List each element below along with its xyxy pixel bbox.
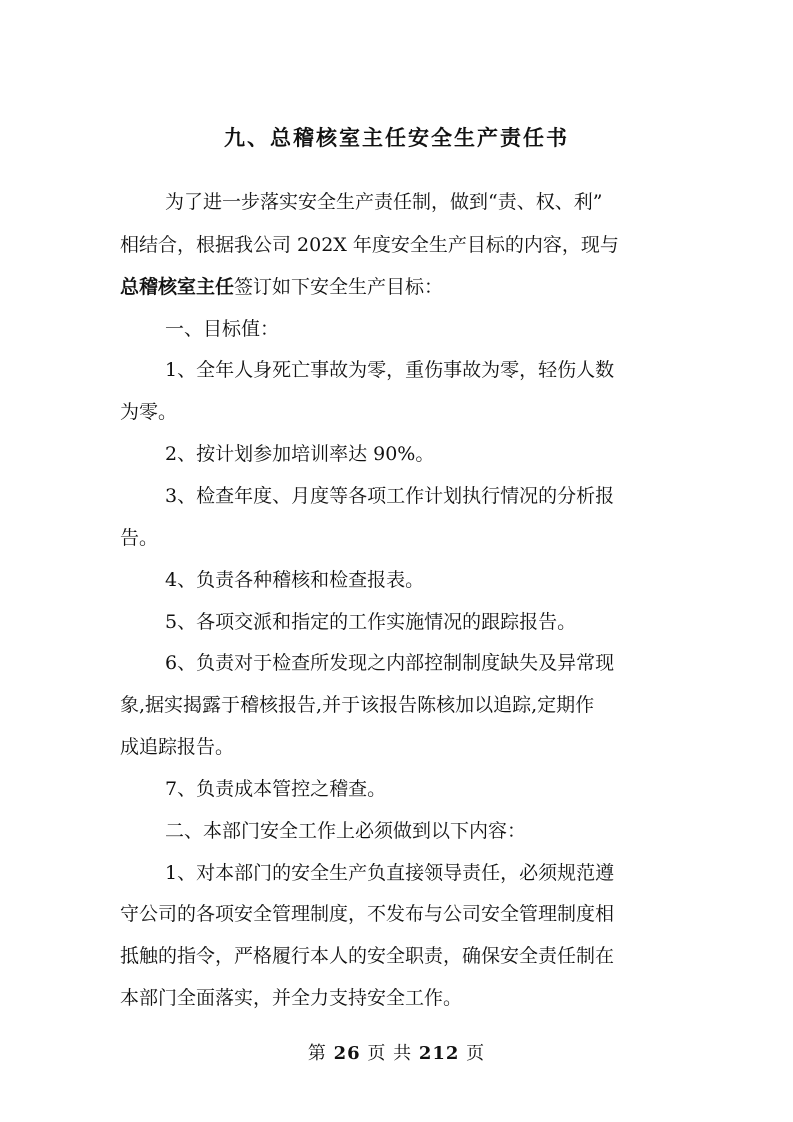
section-1-heading: 一、目标值： [165,318,280,340]
current-page-number: 26 [333,1043,361,1064]
footer-suffix: 页 [466,1043,486,1064]
intro-line-1: 为了进一步落实安全生产责任制，做到“责、权、利” [165,191,603,213]
section-2-item-1-line-4: 本部门全面落实，并全力支持安全工作。 [120,987,463,1009]
page-footer [0,1040,793,1068]
page-title: 九、总稽核室主任安全生产责任书 [224,125,569,150]
total-page-count: 212 [418,1043,460,1064]
item-3-line-2: 告。 [120,527,159,549]
footer-prefix: 第 [307,1043,327,1064]
section-2-item-1-line-3: 抵触的指令，严格履行本人的安全职责，确保安全责任制在 [120,945,615,967]
section-2-item-1-line-1: 1、对本部门的安全生产负直接领导责任，必须规范遵 [165,862,615,884]
intro-line-3 [120,272,443,302]
item-6-line-1: 6、负责对于检查所发现之内部控制制度缺失及异常现 [165,652,615,674]
item-7: 7、负责成本管控之稽查。 [165,778,387,800]
section-2-heading: 二、本部门安全工作上必须做到以下内容： [165,820,527,842]
intro-line-2: 相结合，根据我公司 202X 年度安全生产目标的内容，现与 [120,234,619,256]
footer-middle: 页 共 [367,1043,413,1064]
recipient-title: 总稽核室主任 [120,276,235,298]
item-6-line-3: 成追踪报告。 [120,736,235,758]
section-2-item-1-line-2: 守公司的各项安全管理制度，不发布与公司安全管理制度相 [120,903,615,925]
item-3-line-1: 3、检查年度、月度等各项工作计划执行情况的分析报 [165,485,615,507]
item-4: 4、负责各种稽核和检查报表。 [165,569,425,591]
intro-line-3-rest: 签订如下安全生产目标： [234,276,444,298]
item-1-line-1: 1、全年人身死亡事故为零，重伤事故为零，轻伤人数 [165,359,615,381]
item-2: 2、按计划参加培训率达 90%。 [165,443,435,465]
item-5: 5、各项交派和指定的工作实施情况的跟踪报告。 [165,611,577,633]
item-1-line-2: 为零。 [120,401,178,423]
item-6-line-2: 象,据实揭露于稽核报告,并于该报告陈核加以追踪,定期作 [120,694,595,716]
